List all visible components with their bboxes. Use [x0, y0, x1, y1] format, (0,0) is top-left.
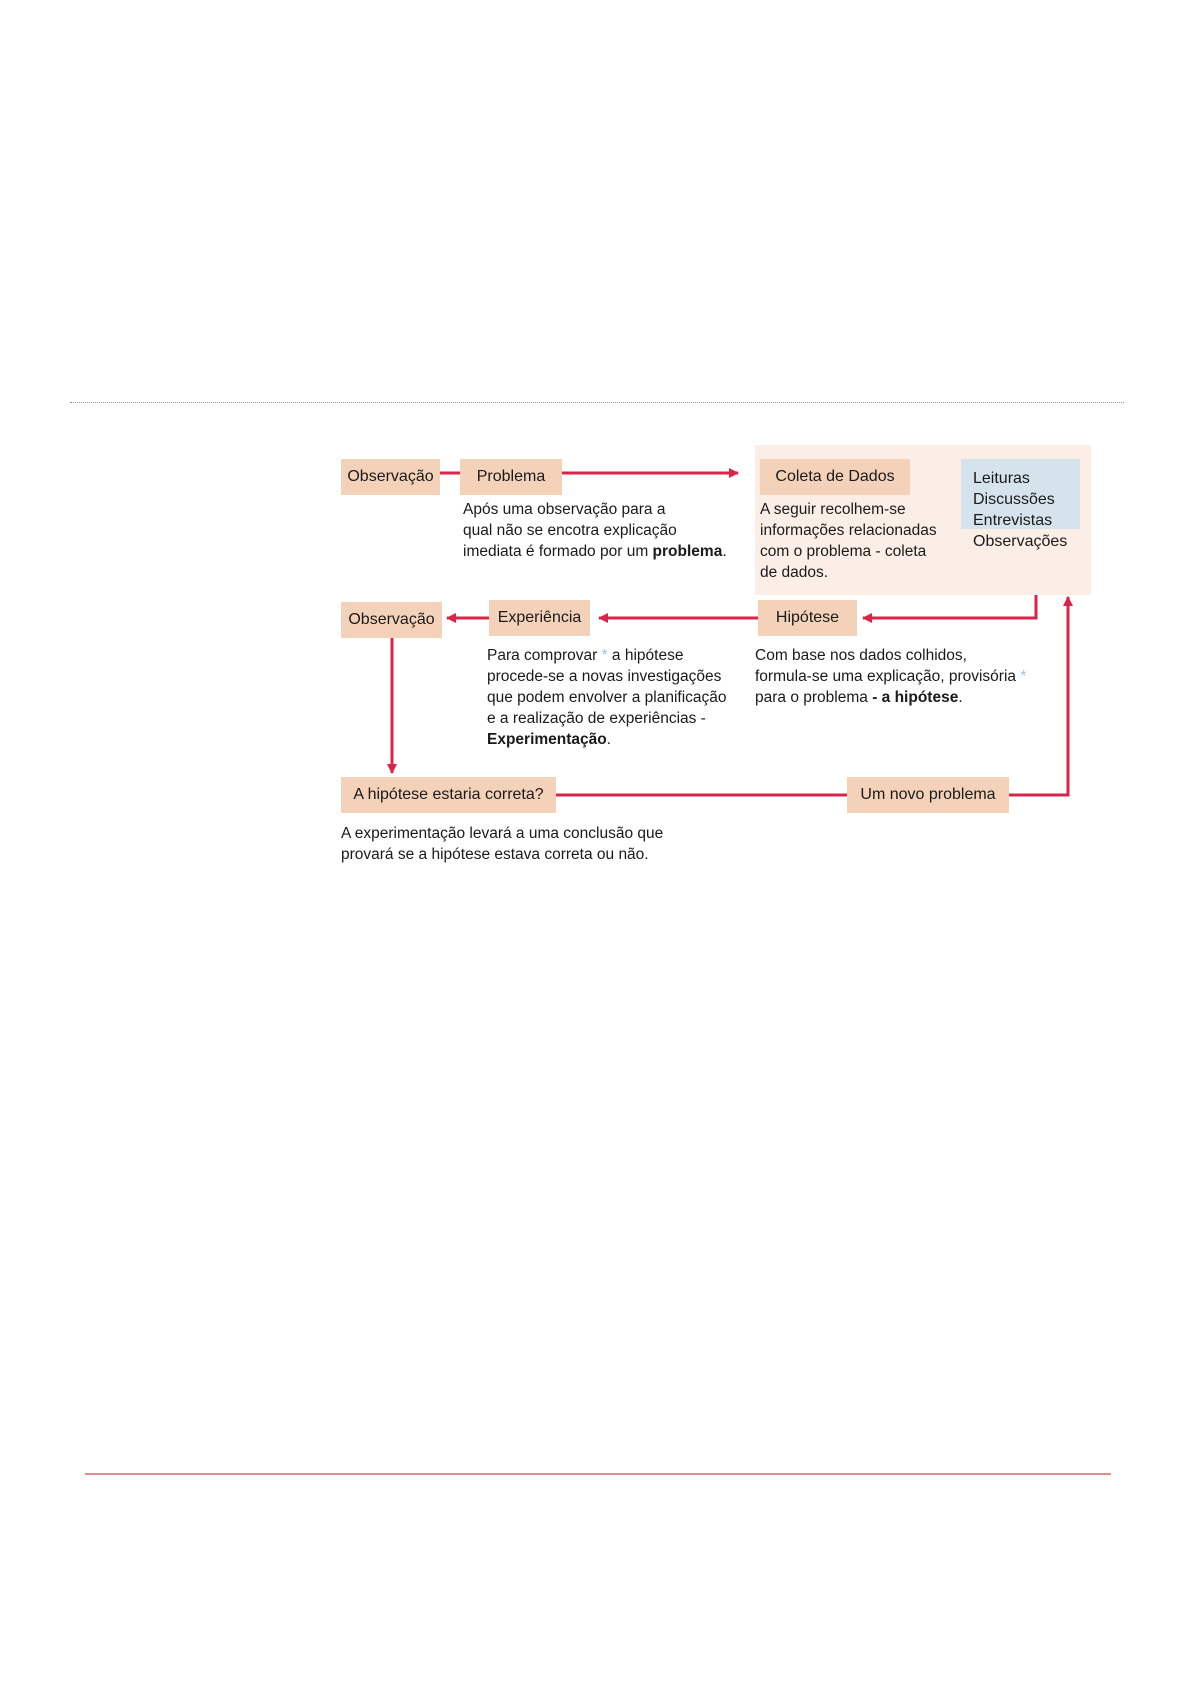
asterisk-icon: * — [1020, 668, 1027, 685]
description-problema — [463, 499, 727, 562]
source-item: Leituras — [973, 470, 1030, 487]
description-coleta — [760, 499, 937, 583]
text-line: Experimentação. — [487, 731, 612, 748]
keyword-experimentacao: Experimentação — [487, 731, 607, 748]
node-problema: Problema — [460, 459, 562, 495]
text-line: qual não se encotra explicação — [463, 522, 677, 539]
text-line: formula-se uma explicação, provisória * — [755, 668, 1027, 685]
text-line: Após uma observação para a — [463, 501, 666, 518]
description-conclusao — [341, 823, 663, 865]
node-hipotese: Hipótese — [758, 600, 857, 636]
text-line: imediata é formado por um problema. — [463, 543, 727, 560]
node-observacao-2: Observação — [341, 602, 442, 638]
text-line: para o problema - a hipótese. — [755, 689, 963, 706]
node-novo-problema: Um novo problema — [847, 777, 1009, 813]
source-item: Observações — [973, 533, 1068, 550]
asterisk-icon: * — [601, 647, 608, 664]
source-item: Entrevistas — [973, 512, 1053, 529]
data-sources-list — [961, 459, 1080, 550]
text-line: com o problema - coleta — [760, 543, 927, 560]
text-line: e a realização de experiências - — [487, 710, 706, 727]
node-coleta-de-dados: Coleta de Dados — [760, 459, 910, 495]
description-hipotese — [755, 645, 1026, 708]
text-line: informações relacionadas — [760, 522, 937, 539]
text-line: A experimentação levará a uma conclusão que — [341, 825, 664, 842]
text-line: A seguir recolhem-se — [760, 501, 906, 518]
keyword-problema: problema — [652, 543, 723, 560]
text-line: procede-se a novas investigações — [487, 668, 722, 685]
source-item: Discussões — [973, 491, 1055, 508]
keyword-hipotese: - a hipótese — [872, 689, 959, 706]
node-observacao-1: Observação — [341, 459, 440, 495]
description-experiencia — [487, 645, 727, 750]
text-line: Com base nos dados colhidos, — [755, 647, 967, 664]
node-experiencia: Experiência — [489, 600, 590, 636]
footer-divider — [85, 1473, 1111, 1475]
text-line: que podem envolver a planificação — [487, 689, 727, 706]
text-line: provará se a hipótese estava correta ou não. — [341, 846, 649, 863]
node-pergunta-hipotese: A hipótese estaria correta? — [341, 777, 556, 813]
text-line: de dados. — [760, 564, 829, 581]
arrow-coleta-hipotese — [863, 595, 1036, 618]
text-line: Para comprovar * a hipótese — [487, 647, 684, 664]
